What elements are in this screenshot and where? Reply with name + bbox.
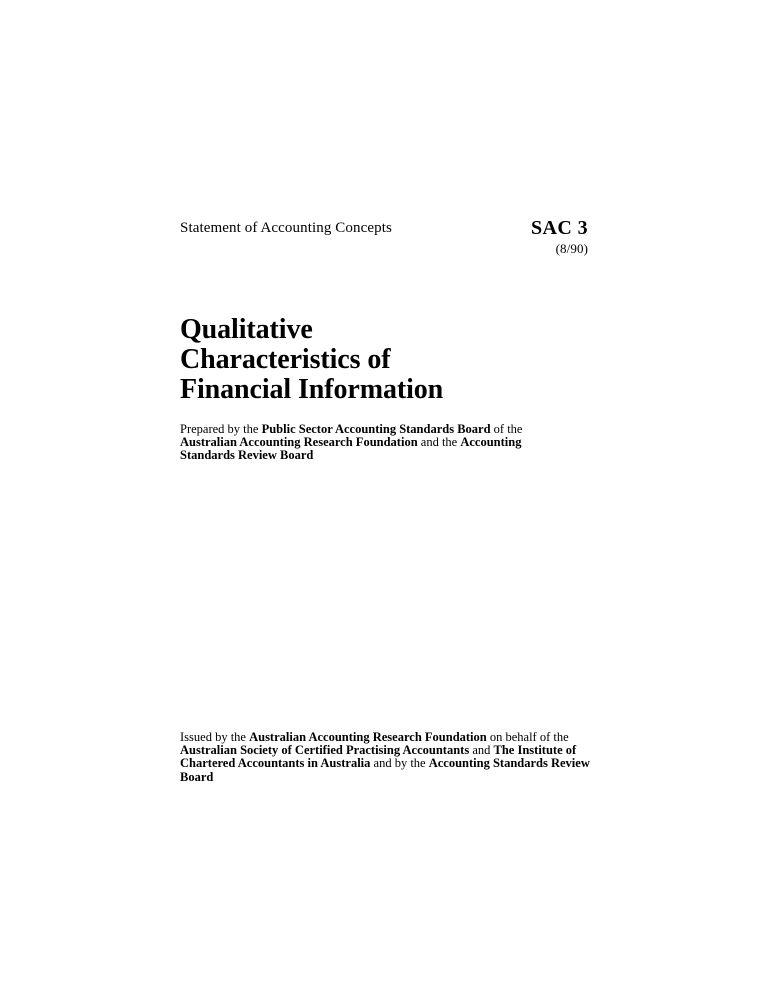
issued-by-mid-3: and by the xyxy=(370,756,429,771)
series-name: Statement of Accounting Concepts xyxy=(180,220,392,236)
issued-by-org-1: Australian Accounting Research Foundation xyxy=(249,729,487,744)
prepared-by-org-3: Accounting Standards Review Board xyxy=(180,434,522,463)
issued-by-org-4: Accounting Standards Review Board xyxy=(180,756,590,784)
issued-by-org-3: The Institute of Chartered Accountants in Australia xyxy=(180,742,577,771)
issued-by-lead: Issued by the xyxy=(180,729,250,744)
document-code: SAC 3 xyxy=(530,217,588,239)
prepared-by-org-1: Public Sector Accounting Standards Board xyxy=(261,421,491,436)
issued-by-mid-2: and xyxy=(469,742,494,757)
prepared-by-mid-2: and the xyxy=(417,434,461,449)
prepared-by-org-2: Australian Accounting Research Foundation xyxy=(180,434,418,449)
page-title-line-2: Characteristics of xyxy=(180,343,391,375)
prepared-by-lead: Prepared by the xyxy=(180,421,262,436)
page-title-line-3: Financial Information xyxy=(180,373,444,405)
document-number-block xyxy=(408,216,588,257)
page-title xyxy=(180,315,580,405)
document-date: (8/90) xyxy=(555,241,588,256)
issued-by-mid-1: on behalf of the xyxy=(486,729,569,744)
prepared-by-mid-1: of the xyxy=(490,421,523,436)
issued-by-org-2: Australian Society of Certified Practising Accountants xyxy=(180,742,470,757)
document-header xyxy=(180,218,588,258)
page-title-line-1: Qualitative xyxy=(180,313,313,345)
issued-by-statement xyxy=(180,731,592,785)
title-page-content xyxy=(180,0,588,994)
prepared-by-statement xyxy=(180,423,550,463)
